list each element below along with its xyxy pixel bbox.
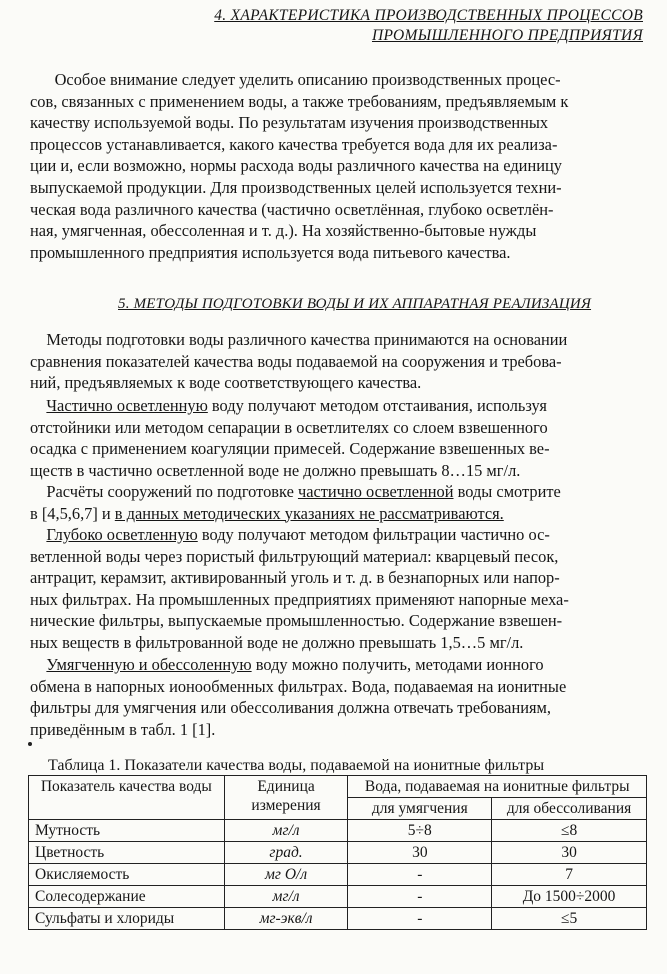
header-unit: Единица измерения (224, 776, 348, 820)
text-line: сравнения показателей качества воды подаваемой на сооружения и требова- (30, 351, 562, 371)
term-partially-clarified: частично осветленной (297, 482, 454, 501)
text-line: фильтры для умягчения или обессоливания должна отвечать требованиям, (30, 698, 552, 718)
text-fragment: воду можно получить, методами ионного (251, 655, 544, 674)
text-line: Методы подготовки воды различного качества принимаются на основании (30, 330, 568, 349)
table-row (29, 864, 647, 886)
text-line (30, 481, 652, 503)
text-line: обмена в напорных ионообменных фильтрах. Вода, подаваемая на ионитные (30, 676, 567, 696)
text-line: антрацит, керамзит, активированный уголь и т. д. в безнапорных или напор- (30, 568, 560, 588)
deep-clarified-paragraph (30, 524, 652, 654)
cell-unit: мг/л (224, 820, 348, 842)
cell-softening: - (348, 908, 492, 930)
text-line: ветленной воды через пористый фильтрующий материал: кварцевый песок, (30, 546, 559, 566)
cell-indicator: Окисляемость (29, 864, 225, 886)
text-fragment: воду получают методом отстаивания, используя (207, 396, 547, 415)
calculation-reference-paragraph (30, 481, 652, 524)
cell-softening: - (348, 886, 492, 908)
cell-desalting: 7 (492, 864, 647, 886)
softened-desalted-paragraph (30, 654, 652, 740)
text-fragment: воды смотрите (453, 482, 561, 501)
cell-unit: мг/л (224, 886, 348, 908)
text-line: ных веществ в фильтрованной воде не должно превышать 1,5…5 мг/л. (30, 632, 524, 652)
methods-intro-paragraph (30, 329, 652, 394)
scan-speck (28, 742, 32, 746)
text-line: ческая вода различного качества (частично осветлённая, глубоко осветлён- (30, 199, 554, 219)
cell-indicator: Сульфаты и хлориды (29, 908, 225, 930)
text-line (30, 395, 652, 417)
cell-desalting: До 1500÷2000 (492, 886, 647, 908)
text-fragment: в [4,5,6,7] и (30, 503, 115, 523)
text-line: выпускаемой продукции. Для производственных целей используется техни- (30, 177, 562, 197)
table-row (29, 820, 647, 842)
cell-desalting: ≤5 (492, 908, 647, 930)
term-softened-desalted: Умягченную и обессоленную (46, 655, 252, 674)
text-line: ний, предъявляемых к воде соответствующего качества. (30, 373, 422, 393)
text-line (30, 524, 652, 546)
section-5-heading: 5. МЕТОДЫ ПОДГОТОВКИ ВОДЫ И ИХ АППАРАТНАЯ РЕАЛИЗАЦИЯ (118, 296, 592, 312)
text-fragment: воду получают методом фильтрации частично ос- (197, 525, 550, 544)
partially-clarified-paragraph (30, 395, 652, 481)
text-line: Особое внимание следует уделить описанию производственных процес- (30, 70, 561, 89)
term-partially-clarified: Частично осветленную (46, 396, 208, 415)
header-desalting: для обессоливания (492, 798, 647, 820)
section-4-heading (123, 6, 643, 46)
text-line: ных фильтрах. На промышленных предприятиях применяют напорные меха- (30, 589, 569, 609)
cell-unit: град. (224, 842, 348, 864)
text-line: нические фильтры, выпускаемые промышленностью. Содержание взвешен- (30, 611, 563, 631)
text-line (30, 654, 652, 676)
text-line: качеству используемой воды. По результатам изучения производственных (30, 113, 549, 133)
cell-unit: мг О/л (224, 864, 348, 886)
table-header-row (29, 776, 647, 798)
cell-softening: 30 (348, 842, 492, 864)
text-line: сов, связанных с применением воды, а также требованиям, предъявляемым к (30, 91, 569, 111)
table-row (29, 842, 647, 864)
cell-softening: - (348, 864, 492, 886)
section-4-paragraph (30, 69, 652, 263)
text-line: ществ в частично осветленной воде не должно превышать 8…15 мг/л. (30, 460, 521, 480)
header-water-supplied: Вода, подаваемая на ионитные фильтры (348, 776, 647, 798)
text-line (30, 503, 652, 525)
text-line: приведённым в табл. 1 [1]. (30, 719, 216, 739)
text-line: отстойники или методом сепарации в осветлителях со слоем взвешенного (30, 417, 548, 437)
text-fragment: Расчёты сооружений по подготовке (30, 482, 298, 501)
table-row (29, 908, 647, 930)
cell-indicator: Мутность (29, 820, 225, 842)
text-line: осадка с применением коагуляции примесей. Содержание взвешенных ве- (30, 439, 550, 459)
text-line: промышленного предприятия используется вода питьевого качества. (30, 242, 511, 262)
cell-softening: 5÷8 (348, 820, 492, 842)
cell-unit: мг-экв/л (224, 908, 348, 930)
table-caption: Таблица 1. Показатели качества воды, подаваемой на ионитные фильтры (48, 757, 545, 774)
cell-indicator: Цветность (29, 842, 225, 864)
header-indicator: Показатель качества воды (29, 776, 225, 820)
text-line: ная, умягченная, обессоленная и т. д.). На хозяйственно-бытовые нужды (30, 221, 537, 241)
underlined-note: в данных методических указаниях не рассматриваются. (114, 503, 504, 523)
cell-desalting: ≤8 (492, 820, 647, 842)
header-softening: для умягчения (348, 798, 492, 820)
text-line: процессов устанавливается, какого качества требуется вода для их реализа- (30, 134, 558, 154)
table-row (29, 886, 647, 908)
water-quality-table (28, 775, 647, 930)
section-4-heading-line-2: ПРОМЫШЛЕННОГО ПРЕДПРИЯТИЯ (371, 27, 643, 44)
section-4-heading-line-1: 4. ХАРАКТЕРИСТИКА ПРОИЗВОДСТВЕННЫХ ПРОЦЕССОВ (214, 7, 643, 24)
term-deep-clarified: Глубоко осветленную (46, 525, 198, 544)
cell-desalting: 30 (492, 842, 647, 864)
cell-indicator: Солесодержание (29, 886, 225, 908)
text-line: ции и, если возможно, нормы расхода воды различного качества на единицу (30, 156, 562, 176)
